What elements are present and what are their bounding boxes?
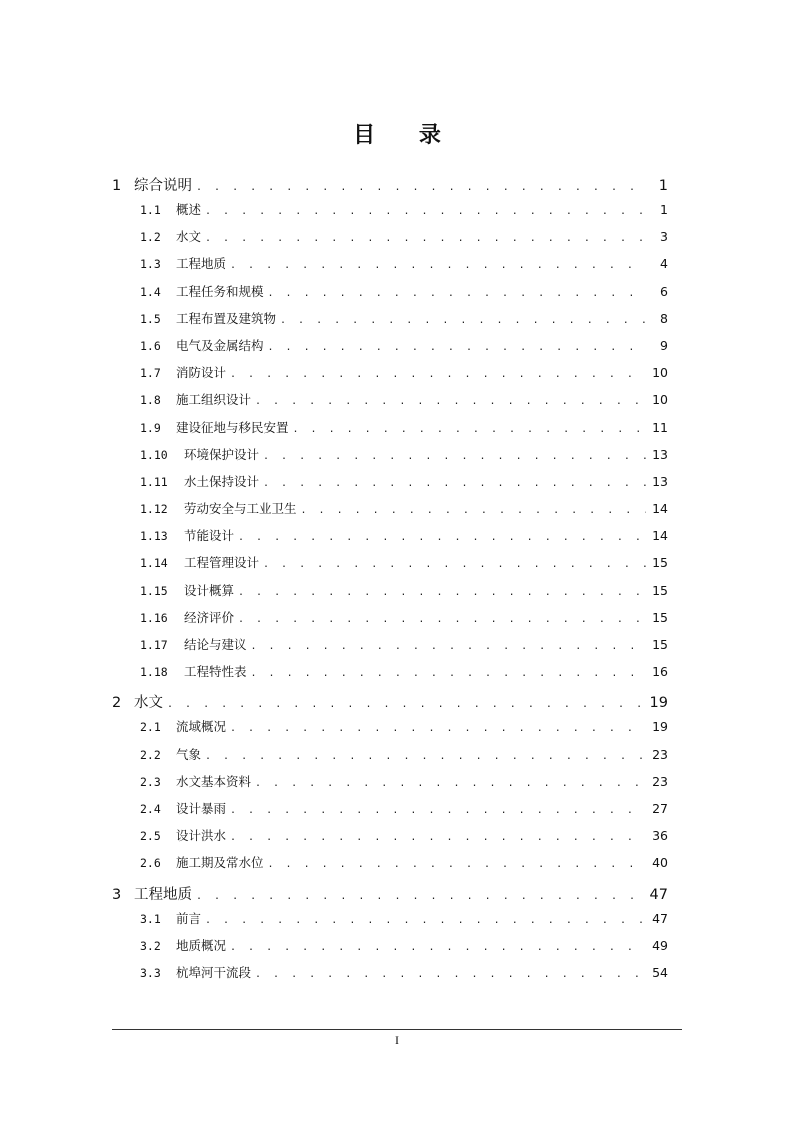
toc-entry-page: 47 — [649, 886, 668, 903]
toc-dot-leader — [205, 206, 646, 217]
toc-entry-label: 工程地质 — [176, 256, 227, 272]
toc-section-entry[interactable] — [112, 526, 668, 553]
toc-entry-label: 地质概况 — [176, 937, 227, 953]
toc-entry-page: 14 — [652, 501, 668, 517]
toc-dot-leader — [263, 451, 646, 462]
toc-section-entry[interactable] — [112, 717, 668, 744]
toc-dot-leader — [230, 369, 646, 380]
toc-section-entry[interactable] — [112, 853, 668, 880]
toc-dot-leader — [263, 478, 646, 489]
toc-entry-page: 16 — [652, 664, 668, 680]
toc-section-entry[interactable] — [112, 662, 668, 689]
toc-entry-page: 10 — [652, 392, 668, 408]
toc-entry-page: 1 — [660, 202, 668, 217]
toc-dot-leader — [293, 424, 646, 435]
toc-entry-page: 40 — [652, 855, 668, 871]
toc-entry-number: 1.4 — [140, 284, 161, 299]
toc-entry-page: 15 — [652, 555, 668, 571]
table-of-contents — [112, 172, 668, 990]
toc-entry-page: 14 — [652, 528, 668, 544]
toc-entry-label: 结论与建议 — [184, 637, 247, 652]
toc-section-entry[interactable] — [112, 635, 668, 662]
toc-entry-label: 前言 — [176, 910, 202, 926]
toc-dot-leader — [230, 942, 646, 953]
toc-entry-page: 13 — [652, 473, 668, 489]
toc-dot-leader — [255, 396, 646, 407]
toc-entry-number: 1.14 — [140, 556, 168, 571]
toc-entry-page: 19 — [652, 719, 668, 735]
toc-entry-page: 15 — [652, 582, 668, 598]
toc-entry-label: 工程特性表 — [184, 664, 247, 680]
toc-entry-number: 1.9 — [140, 420, 161, 435]
toc-section-entry[interactable] — [112, 418, 668, 445]
toc-entry-page: 6 — [660, 283, 668, 299]
toc-entry-label: 概述 — [176, 202, 202, 217]
toc-section-entry[interactable] — [112, 309, 668, 336]
toc-section-entry[interactable] — [112, 499, 668, 526]
toc-entry-number: 3.2 — [140, 938, 161, 953]
toc-section-entry[interactable] — [112, 445, 668, 472]
toc-entry-number: 2.1 — [140, 720, 161, 735]
toc-entry-label: 设计概算 — [184, 582, 235, 598]
toc-entry-label: 施工组织设计 — [176, 392, 252, 408]
page-number: I — [395, 1033, 399, 1047]
toc-dot-leader — [255, 969, 646, 980]
toc-dot-leader — [230, 723, 646, 734]
toc-entry-page: 49 — [652, 937, 668, 953]
toc-entry-number: 2.2 — [140, 747, 161, 762]
toc-entry-label: 水文基本资料 — [176, 773, 252, 789]
toc-entry-label: 综合说明 — [134, 178, 192, 194]
toc-dot-leader — [263, 559, 646, 570]
toc-dot-leader — [251, 668, 646, 679]
toc-entry-label: 施工期及常水位 — [176, 855, 264, 871]
toc-title: 目 录 — [353, 123, 459, 148]
toc-entry-label: 工程布置及建筑物 — [176, 310, 277, 326]
toc-entry-number: 1.2 — [140, 230, 161, 245]
toc-section-entry[interactable] — [112, 336, 668, 363]
toc-dot-leader — [230, 832, 646, 843]
toc-section-entry[interactable] — [112, 963, 668, 990]
toc-entry-label: 流域概况 — [176, 719, 227, 735]
toc-entry-number: 1.13 — [140, 529, 168, 544]
toc-entry-page: 9 — [660, 337, 668, 353]
toc-entry-number: 3.3 — [140, 965, 161, 980]
toc-entry-page: 11 — [652, 419, 668, 435]
toc-entry-number: 1.15 — [140, 583, 168, 598]
toc-entry-label: 建设征地与移民安置 — [176, 419, 289, 435]
toc-section-entry[interactable] — [112, 608, 668, 635]
toc-entry-label: 杭埠河干流段 — [176, 964, 252, 980]
toc-entry-label: 电气及金属结构 — [176, 337, 264, 353]
toc-entry-label: 节能设计 — [184, 528, 235, 544]
toc-entry-number: 1.10 — [140, 447, 168, 462]
toc-entry-number: 1 — [112, 178, 122, 194]
toc-entry-number: 1.5 — [140, 311, 161, 326]
toc-entry-label: 气象 — [176, 746, 202, 762]
toc-entry-page: 27 — [652, 800, 668, 816]
toc-dot-leader — [205, 915, 646, 926]
toc-dot-leader — [167, 699, 646, 710]
toc-entry-label: 工程地质 — [134, 886, 192, 903]
toc-entry-number: 1.7 — [140, 366, 161, 381]
toc-chapter-entry[interactable] — [112, 691, 668, 717]
toc-dot-leader — [205, 233, 646, 244]
toc-chapter-entry[interactable] — [112, 174, 668, 200]
toc-entry-page: 47 — [652, 910, 668, 926]
toc-dot-leader — [280, 315, 646, 326]
toc-entry-page: 10 — [652, 365, 668, 381]
toc-entry-label: 水文 — [176, 229, 202, 245]
toc-entry-number: 1.3 — [140, 257, 161, 272]
toc-entry-number: 2.3 — [140, 774, 161, 789]
toc-dot-leader — [230, 260, 646, 271]
toc-entry-label: 劳动安全与工业卫生 — [184, 501, 297, 517]
toc-section-entry[interactable] — [112, 826, 668, 853]
toc-section-entry[interactable] — [112, 909, 668, 936]
toc-entry-number: 1.6 — [140, 338, 161, 353]
toc-section-entry[interactable] — [112, 254, 668, 281]
toc-dot-leader — [238, 532, 646, 543]
toc-entry-number: 2.6 — [140, 856, 161, 871]
toc-entry-page: 4 — [660, 256, 668, 272]
toc-dot-leader — [196, 891, 646, 902]
toc-entry-number: 1.18 — [140, 665, 168, 680]
toc-section-entry[interactable] — [112, 200, 668, 227]
toc-entry-number: 1.16 — [140, 610, 168, 625]
toc-entry-page: 19 — [649, 695, 668, 712]
footer-rule — [112, 1029, 682, 1030]
toc-section-entry[interactable] — [112, 581, 668, 608]
toc-section-entry[interactable] — [112, 363, 668, 390]
toc-entry-label: 设计暴雨 — [176, 800, 227, 816]
toc-entry-label: 设计洪水 — [176, 828, 227, 844]
toc-entry-number: 3.1 — [140, 911, 161, 926]
toc-entry-number: 2.4 — [140, 801, 161, 816]
toc-entry-number: 2 — [112, 695, 122, 712]
toc-section-entry[interactable] — [112, 745, 668, 772]
toc-entry-page: 3 — [660, 229, 668, 245]
toc-section-entry[interactable] — [112, 282, 668, 309]
toc-dot-leader — [255, 778, 646, 789]
toc-entry-number: 1.17 — [140, 638, 168, 652]
toc-section-entry[interactable] — [112, 936, 668, 963]
toc-entry-page: 54 — [652, 964, 668, 980]
toc-entry-page: 23 — [652, 746, 668, 762]
toc-entry-number: 1.1 — [140, 203, 161, 217]
toc-entry-label: 水土保持设计 — [184, 473, 260, 489]
toc-section-entry[interactable] — [112, 390, 668, 417]
toc-entry-page: 15 — [652, 637, 668, 652]
toc-entry-label: 消防设计 — [176, 365, 227, 381]
toc-entry-page: 13 — [652, 446, 668, 462]
toc-entry-page: 23 — [652, 773, 668, 789]
toc-section-entry[interactable] — [112, 472, 668, 499]
toc-dot-leader — [268, 342, 646, 353]
toc-dot-leader — [230, 805, 646, 816]
toc-dot-leader — [205, 751, 646, 762]
toc-dot-leader — [268, 859, 646, 870]
toc-entry-page: 1 — [658, 178, 668, 194]
toc-entry-page: 8 — [660, 310, 668, 326]
toc-dot-leader — [238, 587, 646, 598]
toc-entry-number: 1.11 — [140, 474, 168, 489]
toc-section-entry[interactable] — [112, 799, 668, 826]
toc-entry-label: 工程任务和规模 — [176, 283, 264, 299]
toc-dot-leader — [238, 614, 646, 625]
toc-section-entry[interactable] — [112, 227, 668, 254]
toc-dot-leader — [301, 505, 646, 516]
toc-entry-label: 经济评价 — [184, 609, 235, 625]
toc-entry-page: 15 — [652, 609, 668, 625]
toc-entry-number: 1.8 — [140, 393, 161, 408]
toc-entry-number: 1.12 — [140, 502, 168, 517]
toc-entry-label: 环境保护设计 — [184, 446, 260, 462]
toc-chapter-entry[interactable] — [112, 883, 668, 909]
toc-entry-number: 2.5 — [140, 829, 161, 844]
toc-section-entry[interactable] — [112, 772, 668, 799]
toc-entry-page: 36 — [652, 828, 668, 844]
toc-entry-number: 3 — [112, 886, 122, 903]
toc-entry-label: 水文 — [134, 695, 163, 712]
toc-dot-leader — [251, 641, 646, 652]
toc-entry-label: 工程管理设计 — [184, 555, 260, 571]
toc-dot-leader — [196, 182, 646, 193]
toc-dot-leader — [268, 288, 646, 299]
toc-section-entry[interactable] — [112, 553, 668, 580]
